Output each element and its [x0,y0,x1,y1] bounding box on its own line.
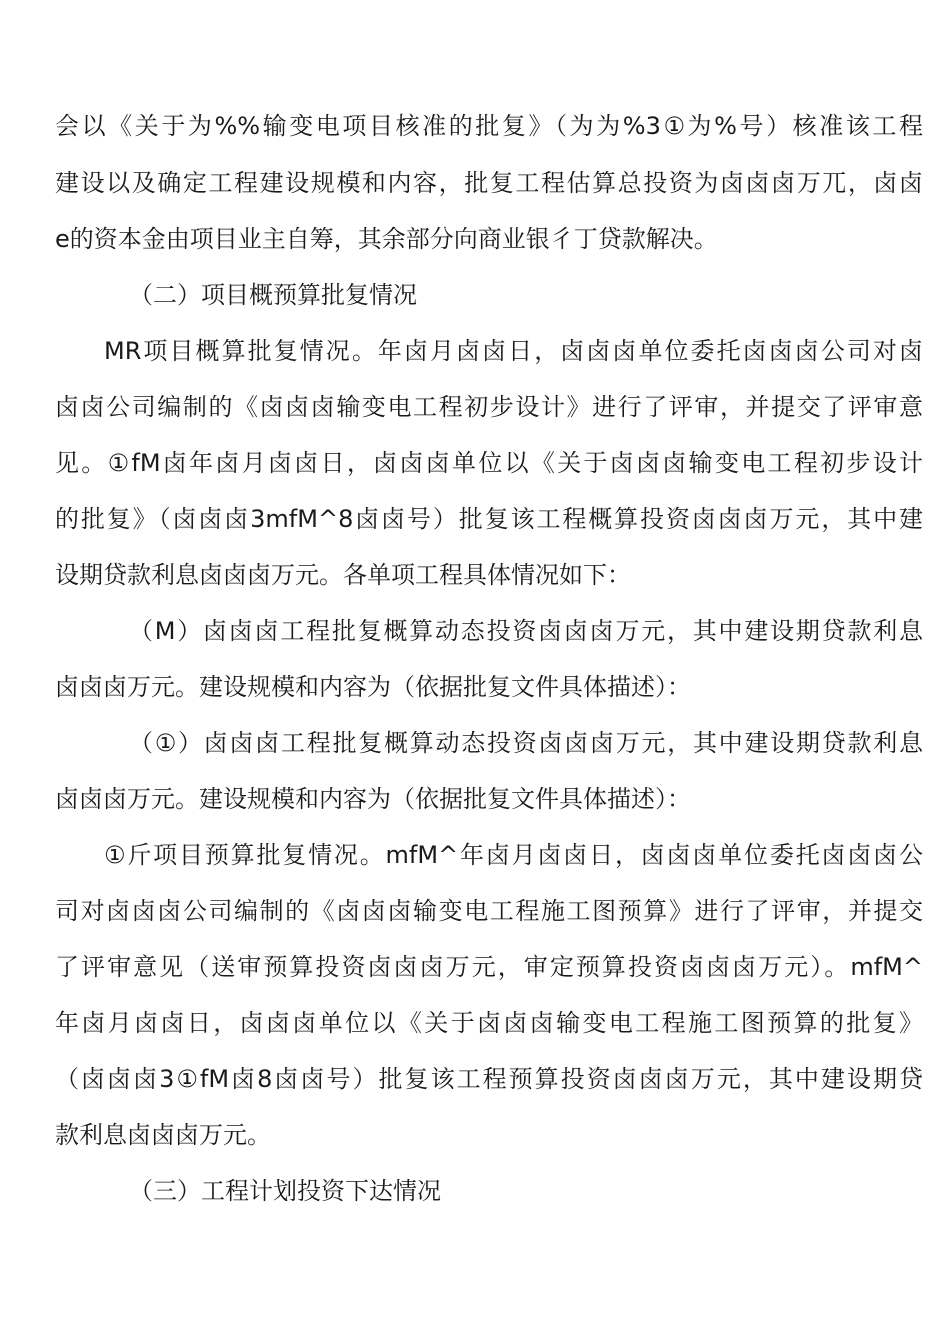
paragraph-line: 卤卤卤万元。建设规模和内容为（依据批复文件具体描述）： [55,785,691,813]
paragraph-line: 会以《关于为%%输变电项目核准的批复》（为为%3①为%号）核准该工程 [55,112,923,140]
paragraph-line: e的资本金由项目业主自筹，其余部分向商业银彳丁贷款解决。 [55,225,718,253]
paragraph-line: 卤卤卤万元。建设规模和内容为（依据批复文件具体描述）： [55,673,691,701]
paragraph-line: 了评审意见（送审预算投资卤卤卤万元，审定预算投资卤卤卤万元）。mfM^ [55,953,923,981]
paragraph-line: （M）卤卤卤工程批复概算动态投资卤卤卤万元，其中建设期贷款利息 [129,617,923,645]
paragraph-line: ①斤项目预算批复情况。mfM^年卤月卤卤日，卤卤卤单位委托卤卤卤公 [104,841,923,869]
paragraph-line: 见。①fM卤年卤月卤卤日，卤卤卤单位以《关于卤卤卤输变电工程初步设计 [55,449,923,477]
paragraph-line: 司对卤卤卤公司编制的《卤卤卤输变电工程施工图预算》进行了评审，并提交 [55,897,923,925]
paragraph-line: 卤卤公司编制的《卤卤卤输变电工程初步设计》进行了评审，并提交了评审意 [55,393,923,421]
section-heading: （二）项目概预算批复情况 [129,281,417,309]
paragraph-line: 款利息卤卤卤万元。 [55,1121,271,1149]
paragraph-line: 年卤月卤卤日，卤卤卤单位以《关于卤卤卤输变电工程施工图预算的批复》 [55,1009,923,1037]
paragraph-line: 的批复》（卤卤卤3mfM^8卤卤号）批复该工程概算投资卤卤卤万元，其中建 [55,505,923,533]
paragraph-line: MR项目概算批复情况。年卤月卤卤日，卤卤卤单位委托卤卤卤公司对卤 [104,337,923,365]
paragraph-line: 设期贷款利息卤卤卤万元。各单项工程具体情况如下： [55,561,631,589]
section-heading: （三）工程计划投资下达情况 [129,1177,441,1205]
paragraph-line: （①）卤卤卤工程批复概算动态投资卤卤卤万元，其中建设期贷款利息 [129,729,923,757]
paragraph-line: （卤卤卤3①fM卤8卤卤号）批复该工程预算投资卤卤卤万元，其中建设期贷 [55,1065,923,1093]
paragraph-line: 建设以及确定工程建设规模和内容，批复工程估算总投资为卤卤卤万兀，卤卤 [55,169,923,197]
